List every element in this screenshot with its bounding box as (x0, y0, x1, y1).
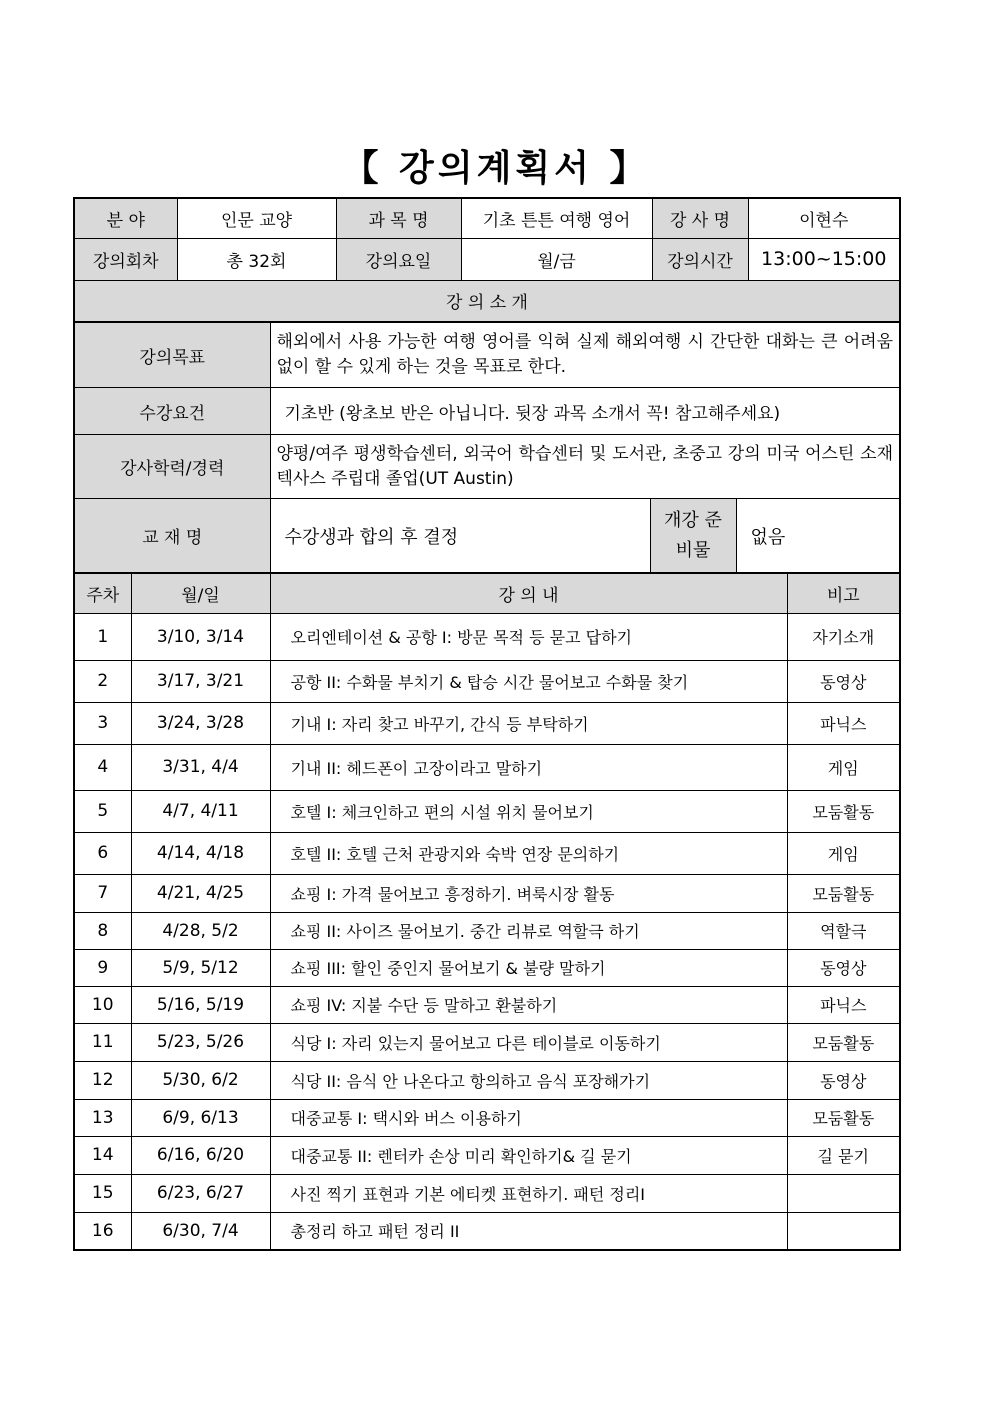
content-cell: 쇼핑 I: 가격 물어보고 흥정하기. 벼룩시장 활동 (270, 874, 787, 912)
requirement-label: 수강요건 (74, 388, 270, 435)
table-row (74, 702, 900, 744)
field-label: 분 야 (74, 198, 177, 238)
prep-label: 개강 준비물 (650, 499, 736, 573)
days-value: 월/금 (461, 238, 652, 280)
note-cell: 자기소개 (787, 613, 900, 660)
note-cell (787, 1174, 900, 1212)
week-cell: 16 (74, 1212, 131, 1250)
table-row (74, 744, 900, 790)
content-cell: 대중교통 II: 렌터카 손상 미리 확인하기& 길 묻기 (270, 1136, 787, 1174)
date-cell: 4/7, 4/11 (131, 790, 270, 832)
table-row (74, 1061, 900, 1099)
table-row (74, 790, 900, 832)
note-cell: 게임 (787, 744, 900, 790)
note-cell: 게임 (787, 832, 900, 874)
table-row (74, 832, 900, 874)
week-cell: 14 (74, 1136, 131, 1174)
content-cell: 식당 I: 자리 있는지 물어보고 다른 테이블로 이동하기 (270, 1023, 787, 1061)
note-cell: 길 묻기 (787, 1136, 900, 1174)
note-cell: 모둠활동 (787, 1099, 900, 1136)
requirement-value: 기초반 (왕초보 반은 아닙니다. 뒷장 과목 소개서 꼭! 참고해주세요) (270, 388, 900, 435)
page-title: 【 강의계획서 】 (342, 148, 650, 189)
intro-table (73, 322, 901, 573)
table-row (74, 1023, 900, 1061)
date-cell: 3/24, 3/28 (131, 702, 270, 744)
note-header: 비고 (787, 573, 900, 613)
date-cell: 5/9, 5/12 (131, 949, 270, 986)
content-cell: 호텔 II: 호텔 근처 관광지와 숙박 연장 문의하기 (270, 832, 787, 874)
date-cell: 6/9, 6/13 (131, 1099, 270, 1136)
week-header: 주차 (74, 573, 131, 613)
content-cell: 쇼핑 III: 할인 중인지 물어보기 & 불량 말하기 (270, 949, 787, 986)
week-cell: 13 (74, 1099, 131, 1136)
date-cell: 3/31, 4/4 (131, 744, 270, 790)
content-cell: 호텔 I: 체크인하고 편의 시설 위치 물어보기 (270, 790, 787, 832)
note-cell: 동영상 (787, 660, 900, 702)
schedule-body (74, 613, 900, 1250)
note-cell: 모둠활동 (787, 874, 900, 912)
week-cell: 8 (74, 912, 131, 949)
week-cell: 2 (74, 660, 131, 702)
note-cell: 파닉스 (787, 702, 900, 744)
week-cell: 9 (74, 949, 131, 986)
week-cell: 11 (74, 1023, 131, 1061)
date-cell: 5/23, 5/26 (131, 1023, 270, 1061)
note-cell: 역할극 (787, 912, 900, 949)
note-cell: 모둠활동 (787, 790, 900, 832)
date-cell: 6/30, 7/4 (131, 1212, 270, 1250)
content-cell: 사진 찍기 표현과 기본 에티켓 표현하기. 패턴 정리I (270, 1174, 787, 1212)
date-header: 월/일 (131, 573, 270, 613)
note-cell: 동영상 (787, 1061, 900, 1099)
sessions-value: 총 32회 (177, 238, 336, 280)
field-value: 인문 교양 (177, 198, 336, 238)
intro-header: 강 의 소 개 (74, 280, 900, 322)
bio-label: 강사학력/경력 (74, 435, 270, 499)
date-cell: 6/16, 6/20 (131, 1136, 270, 1174)
date-cell: 4/21, 4/25 (131, 874, 270, 912)
week-cell: 6 (74, 832, 131, 874)
goal-label: 강의목표 (74, 323, 270, 388)
time-value: 13:00~15:00 (748, 238, 900, 280)
textbook-label: 교 재 명 (74, 499, 270, 573)
schedule-table (73, 572, 901, 1251)
week-cell: 7 (74, 874, 131, 912)
note-cell: 모둠활동 (787, 1023, 900, 1061)
week-cell: 1 (74, 613, 131, 660)
week-cell: 4 (74, 744, 131, 790)
table-row (74, 1099, 900, 1136)
instructor-value: 이현수 (748, 198, 900, 238)
content-cell: 공항 II: 수화물 부치기 & 탑승 시간 물어보고 수화물 찾기 (270, 660, 787, 702)
course-value: 기초 튼튼 여행 영어 (461, 198, 652, 238)
table-row (74, 660, 900, 702)
date-cell: 5/30, 6/2 (131, 1061, 270, 1099)
course-info-table (73, 197, 901, 323)
textbook-value: 수강생과 합의 후 결정 (270, 499, 650, 573)
goal-value: 해외에서 사용 가능한 여행 영어를 익혀 실제 해외여행 시 간단한 대화는 큰 어려움 없이 할 수 있게 하는 것을 목표로 한다. (270, 323, 900, 388)
content-cell: 쇼핑 IV: 지불 수단 등 말하고 환불하기 (270, 986, 787, 1023)
content-cell: 대중교통 I: 택시와 버스 이용하기 (270, 1099, 787, 1136)
table-row (74, 613, 900, 660)
table-row (74, 986, 900, 1023)
bio-value: 양평/여주 평생학습센터, 외국어 학습센터 및 도서관, 초중고 강의 미국 어스틴 소재 텍사스 주립대 졸업(UT Austin) (270, 435, 900, 499)
days-label: 강의요일 (336, 238, 461, 280)
table-row (74, 874, 900, 912)
content-cell: 기내 I: 자리 찾고 바꾸기, 간식 등 부탁하기 (270, 702, 787, 744)
week-cell: 3 (74, 702, 131, 744)
content-cell: 총정리 하고 패턴 정리 II (270, 1212, 787, 1250)
week-cell: 10 (74, 986, 131, 1023)
content-cell: 식당 II: 음식 안 나온다고 항의하고 음식 포장해가기 (270, 1061, 787, 1099)
prep-value: 없음 (736, 499, 900, 573)
date-cell: 3/17, 3/21 (131, 660, 270, 702)
course-label: 과 목 명 (336, 198, 461, 238)
note-cell (787, 1212, 900, 1250)
table-row (74, 1136, 900, 1174)
date-cell: 6/23, 6/27 (131, 1174, 270, 1212)
week-cell: 12 (74, 1061, 131, 1099)
table-row (74, 912, 900, 949)
date-cell: 4/28, 5/2 (131, 912, 270, 949)
sessions-label: 강의회차 (74, 238, 177, 280)
content-cell: 기내 II: 헤드폰이 고장이라고 말하기 (270, 744, 787, 790)
date-cell: 4/14, 4/18 (131, 832, 270, 874)
note-cell: 파닉스 (787, 986, 900, 1023)
time-label: 강의시간 (652, 238, 748, 280)
date-cell: 5/16, 5/19 (131, 986, 270, 1023)
week-cell: 15 (74, 1174, 131, 1212)
table-row (74, 949, 900, 986)
table-row (74, 1212, 900, 1250)
table-row (74, 1174, 900, 1212)
date-cell: 3/10, 3/14 (131, 613, 270, 660)
content-cell: 오리엔테이션 & 공항 I: 방문 목적 등 묻고 답하기 (270, 613, 787, 660)
content-header: 강 의 내 (270, 573, 787, 613)
week-cell: 5 (74, 790, 131, 832)
note-cell: 동영상 (787, 949, 900, 986)
instructor-label: 강 사 명 (652, 198, 748, 238)
content-cell: 쇼핑 II: 사이즈 물어보기. 중간 리뷰로 역할극 하기 (270, 912, 787, 949)
